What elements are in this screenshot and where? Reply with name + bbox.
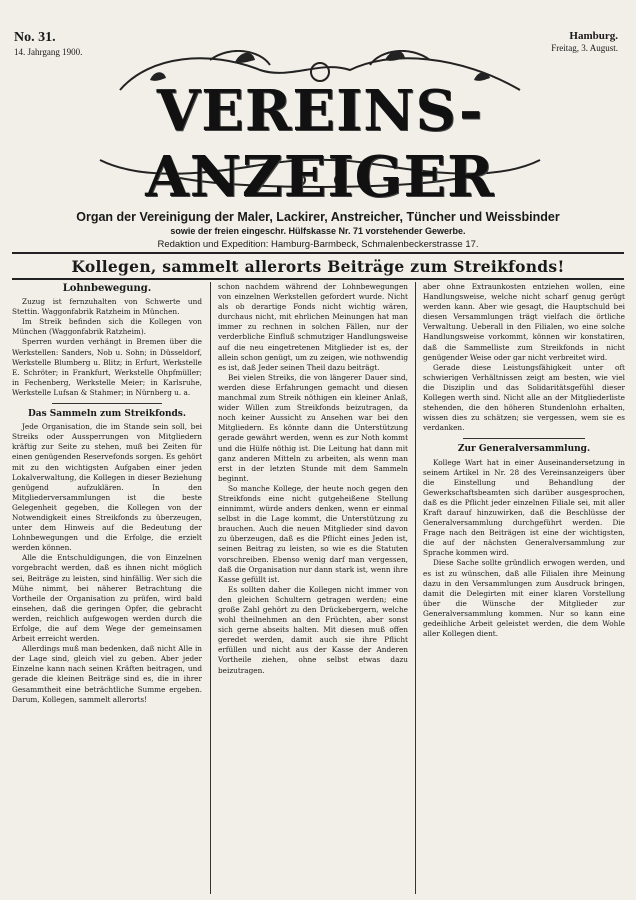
col3-paragraph-4: Diese Sache sollte gründlich erwogen werden, und es ist zu wünschen, daß alle Filialen ihre Meinung dazu in den Versammlungen zum Ausdruck bringen, damit die Delegirten mit einer klaren Vorstellung über die Wünsche der Mitglieder zur Generalversammlung kommen. Nur so kann eine gedeihliche Arbeit geleistet werden, die dem Wohle aller Kollegen dient. bbox=[423, 558, 625, 639]
col2-paragraph-2: Bei vielen Streiks, die von längerer Dauer sind, werden diese Erfahrungen gemacht und diesen manchmal zum Streik nöthigen ein kleiner Anlaß, wider Willen zum Streikfonds beizutragen, da noch keiner Aussicht zu Ansehen war bei den Mitgliedern. Es könnte dann die Unterstützung gerade gewährt werden, wenn es zur Noth kommt und die Hülfe nöthig ist. Die Leitung hat dann mit ganz anderen Mitteln zu arbeiten, als wenn man erst in der letzten Stunde mit dem Sammeln beginnt. bbox=[218, 372, 408, 483]
year-line: 14. Jahrgang 1900. bbox=[14, 47, 83, 57]
column-divider-1 bbox=[210, 282, 211, 894]
column-3 bbox=[423, 282, 625, 894]
heading-lohnbewegung: Lohnbewegung. bbox=[62, 283, 152, 294]
banner-headline: Kollegen, sammelt allerorts Beiträge zum Streikfonds! bbox=[71, 257, 565, 276]
col1-separator bbox=[52, 403, 162, 404]
subtitle-organ: Organ der Vereinigung der Maler, Lackirer, Anstreicher, Tüncher und Weissbinder bbox=[76, 210, 560, 224]
col3-paragraph-2: Gerade diese Leistungsfähigkeit unter oft schwierigen Verhältnissen zeigt am besten, wie viel die Disziplin und das Solidaritätsgefühl dieser Kollegen werth sind. Nicht alle an der Mitgliederliste stehenden, die den höheren Stundenlohn erhalten, wissen dies zu schätzen; sie vergessen, wem sie es verdanken. bbox=[423, 362, 625, 433]
col1-paragraph-6: Allerdings muß man bedenken, daß nicht Alle in der Lage sind, gleich viel zu geben. Aber jeder Einzelne kann nach seinen Kräften beitragen, und gerade die kleinen Beiträge sind es, die in ihrer Gesammtheit eine beträchtliche Summe ergeben. Darum, Kollegen, sammelt allerorts! bbox=[12, 644, 202, 704]
col3-paragraph-1: aber ohne Extraunkosten entziehen wollen, eine Handlungsweise, welche nicht scharf genug gerügt werden kann. Aber wie gesagt, die Hauptschuld bei diesen Versammlungen trägt vielfach die örtliche Verwaltung. Ueberall in den Filialen, wo eine solche Handlungsweise vorkommt, können wir konstatiren, daß die Sammelliste zum Streikfonds in nicht genügender Weise oder gar nicht verbreitet wird. bbox=[423, 282, 625, 362]
col3-paragraph-3: Kollege Wart hat in einer Auseinandersetzung in seinem Artikel in Nr. 28 des Vereinsanzeigers über die Einstellung und Behandlung der Gewerkschaftsbeamten sich darüber ausgesprochen, daß es die Pflicht jeder einzelnen Filiale sei, mit aller Kraft darauf hinzuwirken, daß die Beschlüsse der Generalversammlung durchgeführt werden. Die Frage nach den Beiträgen ist eine der wichtigsten, die auf der nächsten Generalversammlung zur Sprache kommen wird. bbox=[423, 457, 625, 558]
subtitle-redaktion: Redaktion und Expedition: Hamburg-Barmbeck, Schmalenbeckerstrasse 17. bbox=[157, 239, 479, 250]
issue-number: No. 31. bbox=[14, 30, 56, 45]
col1-paragraph-1: Zuzug ist fernzuhalten von Schwerte und Stettin. Waggonfabrik Ratzheim in München. bbox=[12, 297, 202, 317]
col2-paragraph-4: Es sollten daher die Kollegen nicht immer von den gleichen Schultern getragen werden; eine große Zahl gehört zu den Drückebergern, welche wohl theilnehmen an den Früchten, aber sonst sich gerne abseits halten. Mit diesen muß offen geredet werden, damit auch sie ihre Pflicht erfüllen und nicht aus der Kasse der Anderen Vortheile ziehen, ohne selbst etwas dazu beizutragen. bbox=[218, 584, 408, 675]
col1-paragraph-5: Alle die Entschuldigungen, die von Einzelnen vorgebracht werden, daß es ihnen nicht möglich sei, Beiträge zu leisten, sind hinfällig. Wer sich die Mühe nimmt, bei näherer Betrachtung die Vortheile der Organisation zu prüfen, wird bald einsehen, daß die geringen Opfer, die gebracht werden, reichlich aufgewogen werden durch die Erfolge, die auf dem Wege der gemeinsamen Arbeit erreicht werden. bbox=[12, 553, 202, 644]
masthead bbox=[60, 50, 580, 210]
heading-generalversammlung: Zur Generalversammlung. bbox=[457, 444, 591, 455]
masthead-title: VEREINS-ANZEIGER bbox=[145, 78, 495, 210]
rule-top bbox=[12, 252, 624, 254]
col2-paragraph-3: So manche Kollege, der heute noch gegen den Streikfonds eine nicht gutgeheißene Stellung einnimmt, würde anders denken, wenn er einmal selbst in die Lage kommt, die Unterstützung zu brauchen. Auch die neuen Mitglieder sind davon zu überzeugen, daß es die Pflicht eines Jeden ist, seinen Beitrag zu leisten, so wie es die Statuten vorschreiben. Ebenso wenig darf man vergessen, daß die Organisation nur dann stark ist, wenn ihre Kasse gefüllt ist. bbox=[218, 483, 408, 584]
city: Hamburg. bbox=[569, 30, 618, 42]
subtitle-hulfskasse: sowie der freien eingeschr. Hülfskasse Nr. 71 vorstehender Gewerbe. bbox=[170, 226, 466, 236]
heading-streikfonds: Das Sammeln zum Streikfonds. bbox=[27, 409, 187, 420]
col3-separator bbox=[463, 438, 585, 439]
col1-paragraph-2: Im Streik befinden sich die Kollegen von München (Waggonfabrik Ratzheim). bbox=[12, 317, 202, 337]
column-1 bbox=[12, 282, 202, 894]
column-2 bbox=[218, 282, 408, 894]
column-divider-2 bbox=[415, 282, 416, 894]
col2-paragraph-1: schon nachdem während der Lohnbewegungen von einzelnen Werkstellen gefordert wurde. Nicht als ob derartige Fonds nicht wichtig wären, durchaus nicht, mit ehrlichen Meinungen hat man immer zu rechnen in solchen Fällen, nur der verderbliche Einfluß schmutziger Handlungsweise auf die neu eingetretenen Mitglieder ist es, der allein schon genügt, um zu zeigen, wie nothwendig es ist, daß Jeder seinen Theil dazu beiträgt. bbox=[218, 282, 408, 372]
rule-under-banner bbox=[12, 278, 624, 280]
issue-date: Freitag, 3. August. bbox=[551, 43, 618, 53]
col1-paragraph-4: Jede Organisation, die im Stande sein soll, bei Streiks oder Aussperrungen von Mitgliedern kräftig zur Seite zu stehen, muß bei Zeiten für einen genügenden Reservefonds sorgen. Es gehört mit zu den wichtigsten Aufgaben einer jeden Lokalverwaltung, die Kollegen in dieser Beziehung genügend aufzuklären. In den Mitgliederversammlungen ist die beste Gelegenheit gegeben, die Kollegen von der Notwendigkeit eines Streikfonds zu überzeugen, unter dem Hinweis auf die Bedeutung der Lohnbewegungen und die Erfolge, die erzielt werden können. bbox=[12, 422, 202, 553]
col1-paragraph-3: Sperren wurden verhängt in Bremen über die Werkstellen: Sanders, Nob u. Sohn; in Düsseldorf, Werkstelle Blumberg u. Blitz; in Erfurt, Werkstelle E. Schröter; in Frankfurt, Werkstelle Ohpfmüller; in Fechenberg, Werkstelle Meier; in Karlsruhe, Werkstelle Lufsan & Stahmer; in Nürnberg u. a. bbox=[12, 337, 202, 397]
